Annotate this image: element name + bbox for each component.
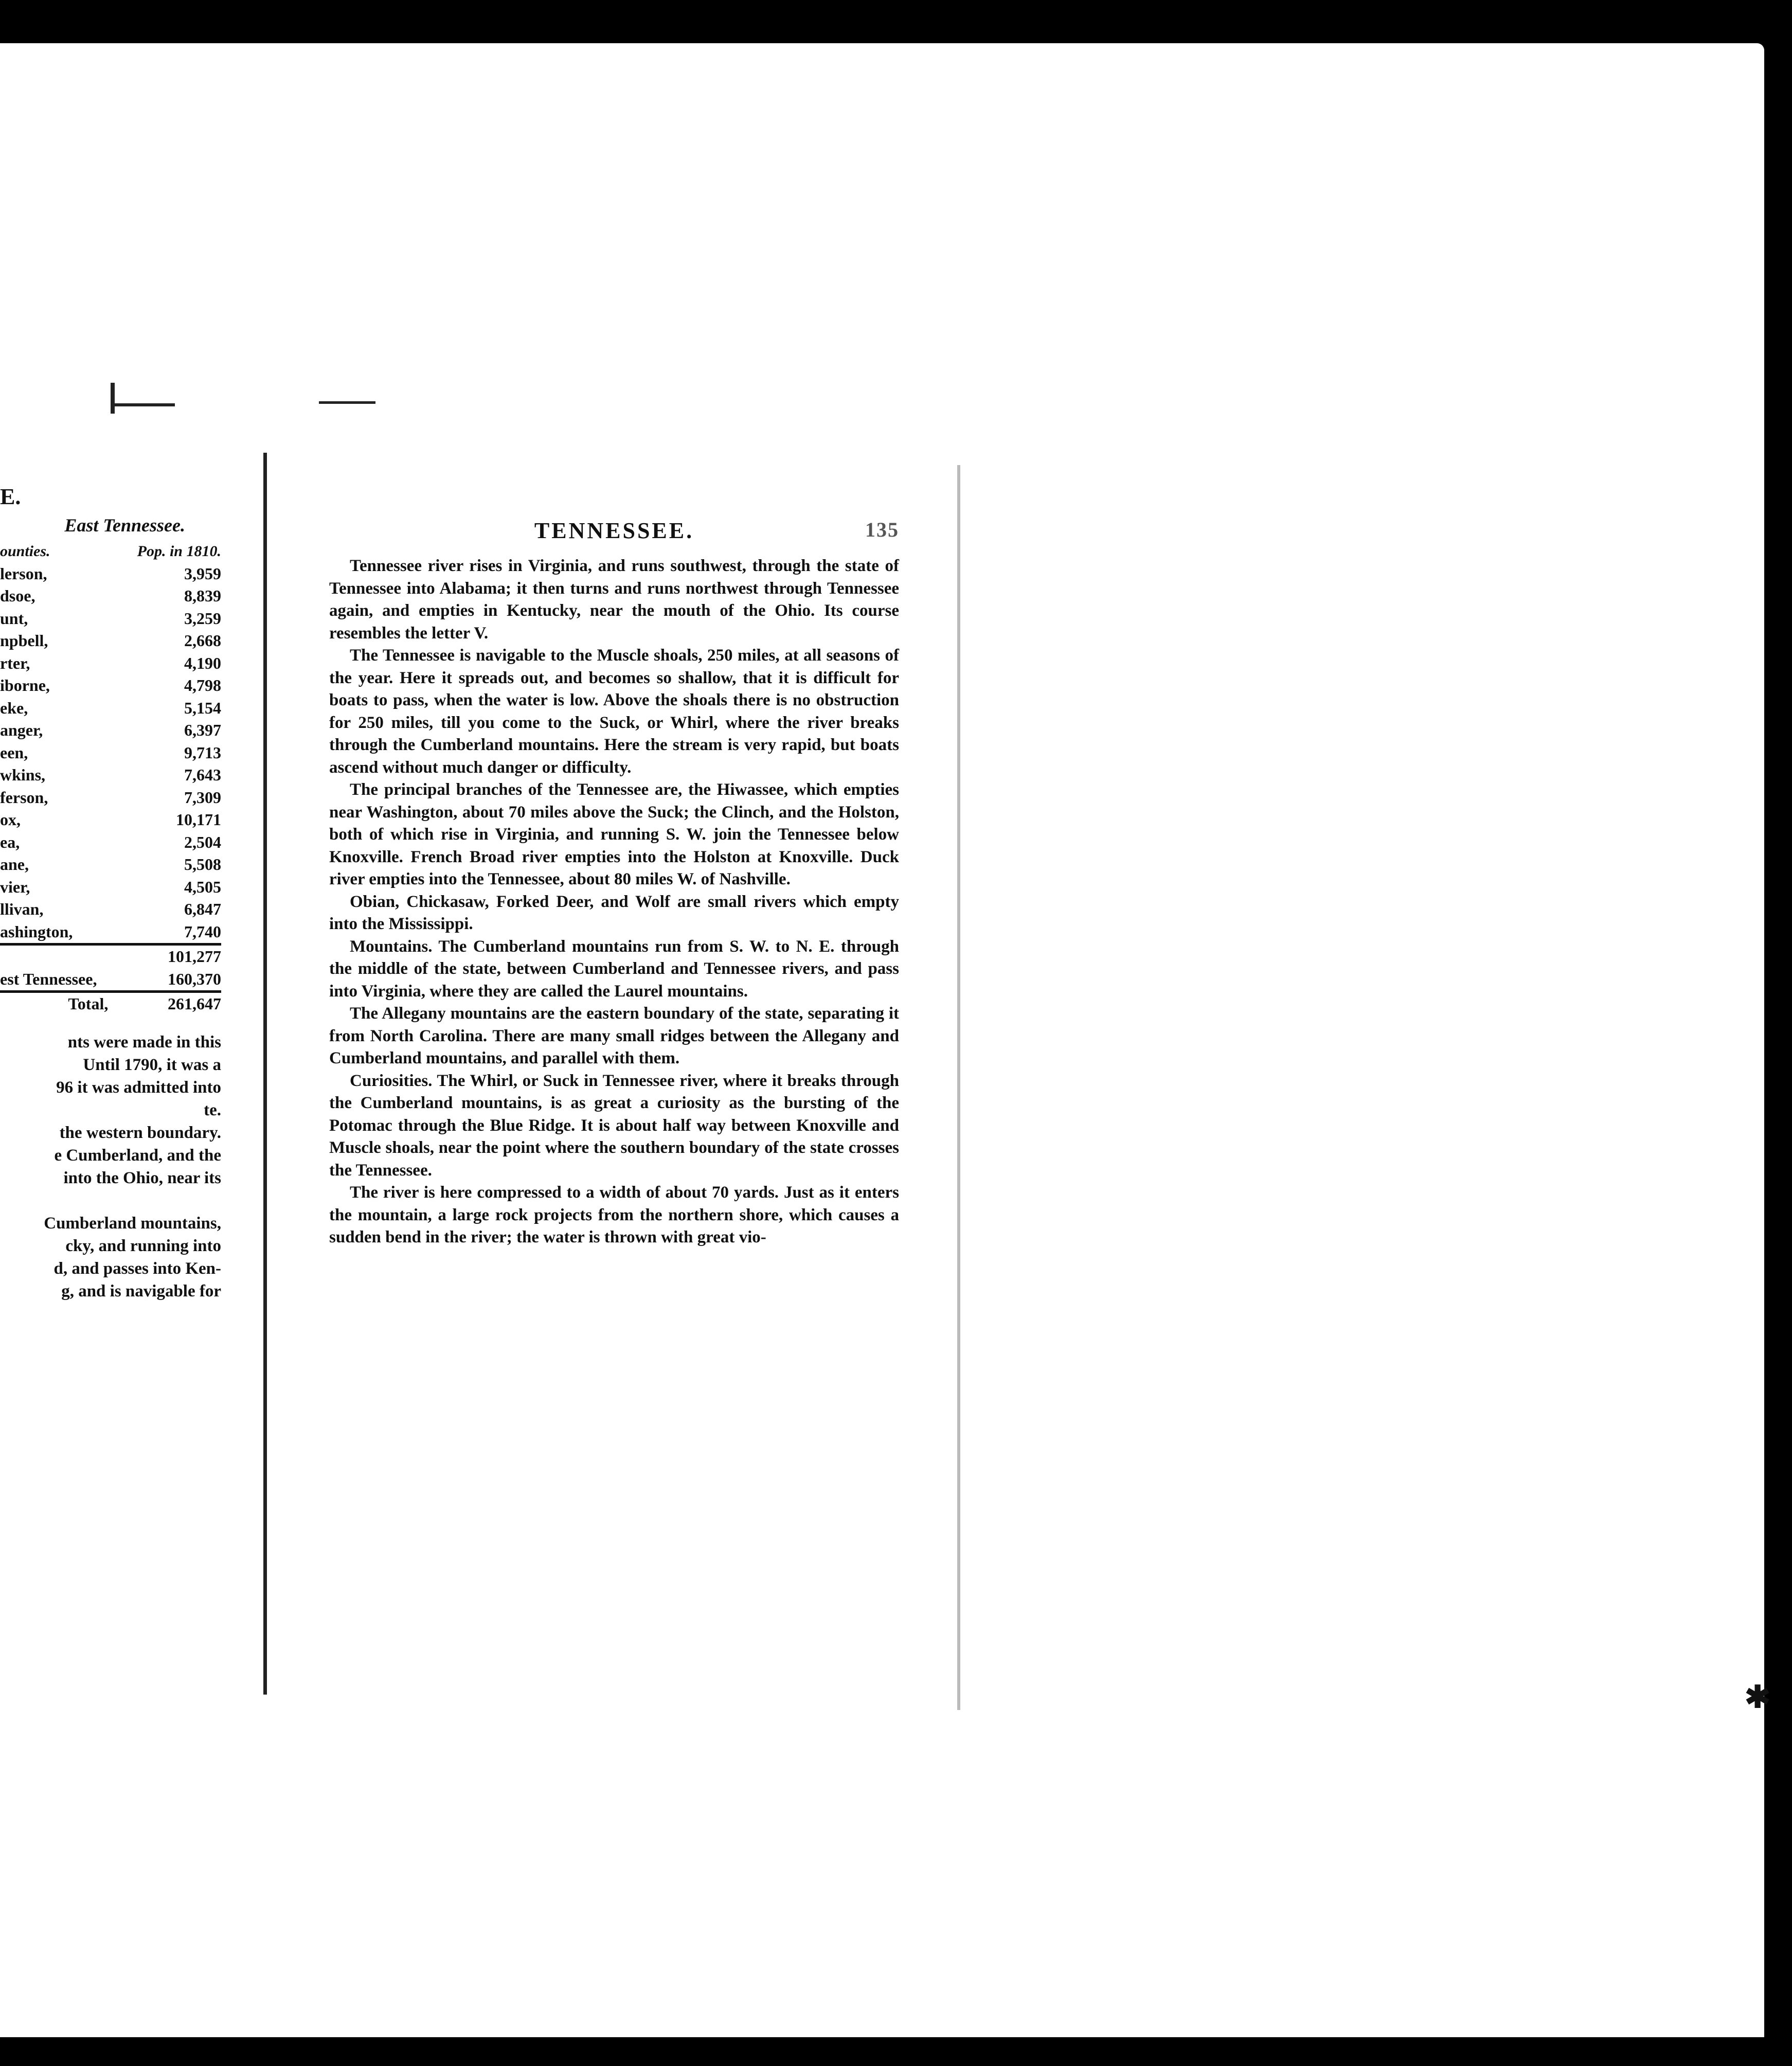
- text-line: e Cumberland, and the: [54, 1146, 221, 1165]
- scan-sheet: [0, 43, 1771, 2037]
- text-line: cky, and running into: [65, 1236, 221, 1255]
- text-line: g, and is navigable for: [61, 1281, 221, 1301]
- total-row: [0, 992, 221, 1016]
- left-page: [0, 453, 267, 1695]
- paragraph: Tennessee river rises in Virginia, and runs southwest, through the state of Tennessee into Alabama; it then turns and runs northwest through Tennessee again, and empties in Kentucky, near the mouth of the Ohio. Its course resembles the letter V.: [329, 557, 899, 643]
- table-row: [0, 787, 221, 809]
- subtotal-value: 101,277: [118, 945, 221, 968]
- table-row: [0, 630, 221, 652]
- column-header: ounties.: [0, 543, 50, 560]
- population-value: 7,740: [184, 922, 221, 941]
- table-row: [0, 831, 221, 854]
- text-line: te.: [204, 1100, 221, 1119]
- population-table: [0, 540, 221, 1016]
- clip-mark: [319, 401, 375, 404]
- west-label: est Tennessee,: [0, 969, 97, 988]
- county-name: npbell,: [0, 631, 48, 650]
- text-line: d, and passes into Ken-: [53, 1259, 221, 1278]
- population-value: 8,839: [184, 586, 221, 605]
- population-value: 3,959: [184, 564, 221, 583]
- table-header-row: [0, 540, 221, 563]
- table-row: [0, 764, 221, 787]
- running-head: E.: [0, 484, 21, 509]
- table-row: [0, 563, 221, 585]
- county-name: eke,: [0, 698, 28, 717]
- table-row: [0, 697, 221, 720]
- county-name: anger,: [0, 721, 43, 739]
- total-label: Total,: [0, 992, 118, 1016]
- running-head: [329, 518, 899, 544]
- table-row: [0, 898, 221, 921]
- county-name: unt,: [0, 609, 28, 628]
- county-name: vier,: [0, 877, 30, 896]
- population-value: 7,643: [184, 765, 221, 784]
- population-value: 5,508: [184, 855, 221, 874]
- right-page: [291, 465, 960, 1710]
- paragraph: Mountains. The Cumberland mountains run from S. W. to N. E. through the middle of the state, between Cumberland and Tennessee rivers, and pass into Virginia, where they are called the Laurel mountains.: [329, 937, 899, 1001]
- clip-mark: [113, 403, 175, 406]
- body-text: [329, 555, 899, 1249]
- table-row: [0, 585, 221, 608]
- population-value: 4,190: [184, 653, 221, 672]
- county-name: rter,: [0, 653, 30, 672]
- county-name: ferson,: [0, 788, 48, 807]
- county-name: wkins,: [0, 765, 46, 784]
- left-page-content: [0, 484, 221, 1303]
- right-page-content: [329, 518, 899, 1249]
- table-row: [0, 876, 221, 899]
- column-header: Pop. in 1810.: [137, 543, 221, 560]
- table-row: [0, 608, 221, 630]
- table-row: [0, 921, 221, 945]
- text-line: 96 it was admitted into: [56, 1078, 221, 1097]
- county-name: iborne,: [0, 676, 50, 694]
- table-row: [0, 652, 221, 675]
- county-name: ea,: [0, 832, 20, 851]
- county-name: een,: [0, 743, 28, 762]
- population-value: 9,713: [184, 743, 221, 762]
- county-name: ox,: [0, 810, 21, 829]
- west-row: [0, 968, 221, 992]
- population-value: 6,847: [184, 900, 221, 918]
- population-value: 2,668: [184, 631, 221, 650]
- text-line: Until 1790, it was a: [83, 1055, 221, 1074]
- paragraph: The Allegany mountains are the eastern boundary of the state, separating it from North Carolina. There are many small ridges between the Allegany and Cumberland mountains, and parallel with them.: [329, 1004, 899, 1067]
- text-line: [0, 1189, 221, 1212]
- paragraph: The principal branches of the Tennessee are, the Hiwassee, which empties near Washington, about 70 miles above the Suck; the Clinch, and the Holston, both of which rise in Virginia, and running S. W. join the Tennessee below Knoxville. French Broad river empties into the Holston at Knoxville. Duck river empties into the Tennessee, about 80 miles W. of Nashville.: [329, 780, 899, 888]
- county-name: lerson,: [0, 564, 47, 583]
- text-line: Cumberland mountains,: [44, 1214, 221, 1233]
- table-row: [0, 853, 221, 876]
- paragraph: The Tennessee is navigable to the Muscle shoals, 250 miles, at all seasons of the year. Here it spreads out, and becomes so shallow, that it is difficult for boats to pass, when the water is low. Above the shoals there is no obstruction for 250 miles, till you come to the Suck, or Whirl, where the river breaks through the Cumberland mountains. Here the stream is very rapid, but boats ascend without much danger or difficulty.: [329, 646, 899, 777]
- text-line: into the Ohio, near its: [63, 1168, 221, 1187]
- population-value: 5,154: [184, 698, 221, 717]
- population-value: 4,505: [184, 877, 221, 896]
- paragraph: Curiosities. The Whirl, or Suck in Tennessee river, where it breaks through the Cumberland mountains, is as great a curiosity as the bursting of the Potomac through the Blue Ridge. It is about half way between Knoxville and Muscle shoals, near the point where the southern boundary of the state crosses the Tennessee.: [329, 1071, 899, 1180]
- county-name: llivan,: [0, 900, 44, 918]
- table-row: [0, 674, 221, 697]
- paragraph: Obian, Chickasaw, Forked Deer, and Wolf are small rivers which empty into the Mississippi.: [329, 892, 899, 933]
- text-line: the western boundary.: [59, 1123, 221, 1142]
- table-row: [0, 742, 221, 764]
- population-value: 2,504: [184, 832, 221, 851]
- subtotal-row: [0, 945, 221, 968]
- running-head-title: TENNESSEE.: [534, 518, 694, 543]
- paragraph: The river is here compressed to a width of about 70 yards. Just as it enters the mountain, a large rock projects from the northern shore, which causes a sudden bend in the river; the water is thrown with great vio-: [329, 1183, 899, 1246]
- west-value: 160,370: [168, 969, 221, 988]
- population-value: 10,171: [176, 810, 221, 829]
- section-title: East Tennessee.: [64, 515, 185, 536]
- left-page-text: [0, 1031, 221, 1303]
- population-value: 7,309: [184, 788, 221, 807]
- population-value: 6,397: [184, 721, 221, 739]
- county-name: ashington,: [0, 922, 73, 941]
- page-number: 135: [865, 518, 899, 541]
- county-name: dsoe,: [0, 586, 35, 605]
- population-value: 4,798: [184, 676, 221, 694]
- clip-mark: [111, 383, 115, 414]
- table-row: [0, 719, 221, 742]
- scan-artifact: ✱: [1745, 1680, 1771, 1714]
- total-value: 261,647: [118, 992, 221, 1016]
- table-row: [0, 809, 221, 831]
- text-line: nts were made in this: [67, 1032, 221, 1052]
- county-name: ane,: [0, 855, 29, 874]
- population-value: 3,259: [184, 609, 221, 628]
